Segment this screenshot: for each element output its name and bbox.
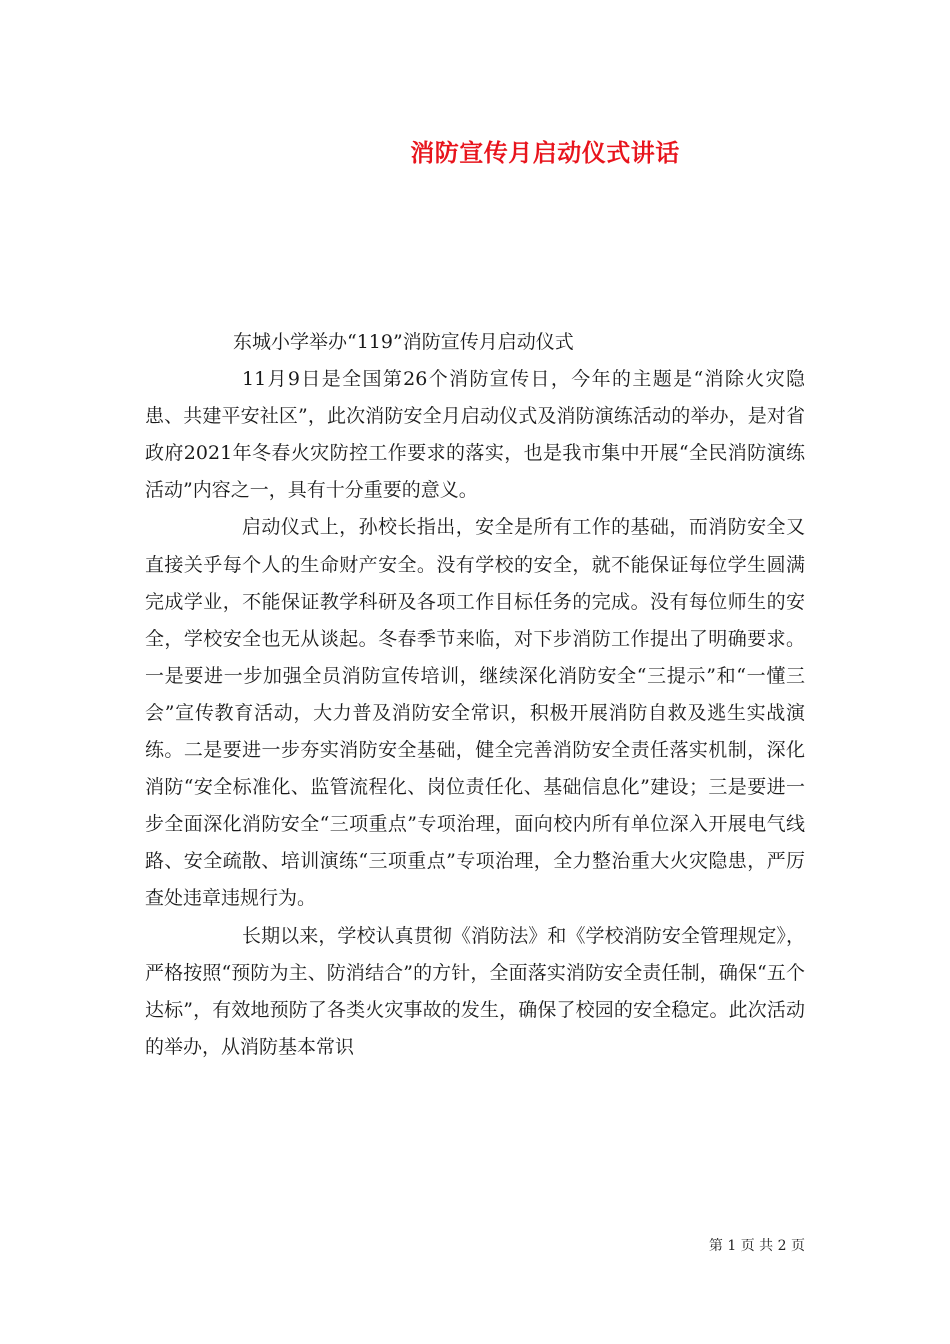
page-number-footer: 第 1 页 共 2 页	[708, 1238, 805, 1254]
paragraph-1: 11月9日是全国第26个消防宣传日，今年的主题是“消除火灾隐患、共建平安社区”，此次消防安全月启动仪式及消防演练活动的举办，是对省政府2021年冬春火灾防控工作要求的落实，也是我市集中开展“全民消防演练活动”内容之一，具有十分重要的意义。	[145, 368, 805, 502]
paragraph-3: 长期以来，学校认真贯彻《消防法》和《学校消防安全管理规定》，严格按照“预防为主、防消结合”的方针，全面落实消防安全责任制，确保“五个达标”，有效地预防了各类火灾事故的发生，确保了校园的安全稳定。此次活动的举办，从消防基本常识	[145, 924, 805, 1058]
document-body	[145, 324, 805, 1066]
document-subtitle: 东城小学举办“119”消防宣传月启动仪式	[233, 331, 574, 353]
paragraph-2: 启动仪式上，孙校长指出，安全是所有工作的基础，而消防安全又直接关乎每个人的生命财产安全。没有学校的安全，就不能保证每位学生圆满完成学业，不能保证教学科研及各项工作目标任务的完成。没有每位师生的安全，学校安全也无从谈起。冬春季节来临，对下步消防工作提出了明确要求。一是要进一步加强全员消防宣传培训，继续深化消防安全“三提示”和“一懂三会”宣传教育活动，大力普及消防安全常识，积极开展消防自救及逃生实战演练。二是要进一步夯实消防安全基础，健全完善消防安全责任落实机制，深化消防“安全标准化、监管流程化、岗位责任化、基础信息化”建设；三是要进一步全面深化消防安全“三项重点”专项治理，面向校内所有单位深入开展电气线路、安全疏散、培训演练“三项重点”专项治理，全力整治重大火灾隐患，严厉查处违章违规行为。	[145, 516, 805, 910]
page-title: 消防宣传月启动仪式讲话	[410, 138, 680, 167]
